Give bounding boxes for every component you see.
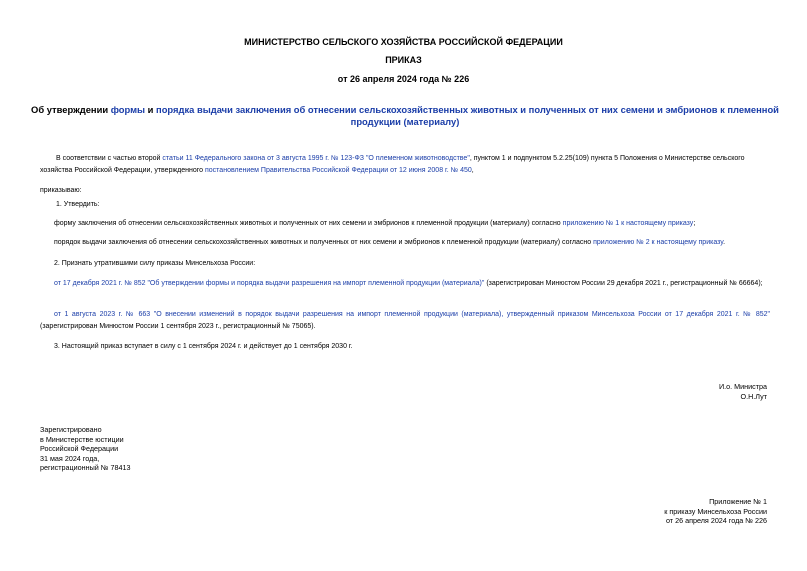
appendix-line-2: к приказу Минсельхоза России [664, 506, 767, 516]
preamble-text-3: , [471, 166, 474, 174]
item-2a-text: (зарегистрирован Минюстом России 29 декабря 2021 г., регистрационный № 66664); [484, 280, 763, 287]
title-prefix: Об утверждении [31, 104, 111, 115]
signature-block [719, 382, 767, 401]
order-date-number: от 26 апреля 2024 года № 226 [337, 74, 470, 84]
registration-line-2: в Министерстве юстиции [40, 434, 124, 444]
federal-law-link[interactable]: статьи 11 Федерального закона от 3 августа 1995 г. № 123-ФЗ "О племенном животноводстве" [162, 155, 470, 162]
order-852-link[interactable]: от 17 декабря 2021 г. № 852 "Об утверждении формы и порядка выдачи разрешения на импорт племенной продукции (материала)" [54, 280, 485, 287]
appendix-line-3: от 26 апреля 2024 года № 226 [665, 516, 767, 526]
item-1: 1. Утвердить: [56, 201, 100, 208]
item-3: 3. Настоящий приказ вступает в силу с 1 сентября 2024 г. и действует до 1 сентября 2030 г. [54, 343, 353, 350]
order-word: приказываю: [40, 187, 82, 194]
item-2b [40, 309, 770, 332]
order-title [30, 104, 780, 128]
item-1a-end: ; [693, 220, 696, 227]
procedure-link[interactable]: порядка выдачи заключения об отнесении сельскохозяйственных животных и полученных от них семени и эмбрионов к племенной продукции (материалу) [156, 104, 779, 127]
item-1a [54, 218, 774, 230]
form-link[interactable]: формы [110, 104, 146, 115]
appendix-block [664, 497, 767, 526]
registration-line-1: Зарегистрировано [40, 425, 102, 434]
signature-position: И.о. Министра [718, 382, 767, 391]
item-1b-text: порядок выдачи заключения об отнесении сельскохозяйственных животных и полученных от них семени и эмбрионов к племенной продукции (материалу) согласно [54, 239, 594, 246]
appendix-2-link[interactable]: приложению № 2 к настоящему приказу [593, 239, 724, 246]
preamble-paragraph [40, 153, 770, 176]
item-2b-text: (зарегистрирован Минюстом России 1 сентября 2023 г., регистрационный № 75065). [40, 322, 316, 330]
item-2: 2. Признать утратившими силу приказы Минсельхоза России: [54, 260, 256, 267]
appendix-1-link[interactable]: приложению № 1 к настоящему приказу [562, 220, 694, 227]
preamble-text-1: В соответствии с частью второй [56, 155, 163, 162]
item-2a [40, 278, 770, 290]
registration-line-5: регистрационный № 78413 [40, 463, 131, 473]
registration-block [40, 425, 130, 473]
item-1b [54, 237, 774, 249]
government-decree-link[interactable]: постановлением Правительства Российской Федерации от 12 июня 2008 г. № 450 [205, 166, 472, 174]
registration-line-3: Российской Федерации [40, 444, 119, 454]
signature-name: О.Н.Лут [740, 391, 767, 401]
appendix-line-1: Приложение № 1 [709, 497, 767, 506]
ministry-heading: МИНИСТЕРСТВО СЕЛЬСКОГО ХОЗЯЙСТВА РОССИЙСКОЙ ФЕДЕРАЦИИ [244, 37, 563, 47]
item-1b-end: . [723, 239, 726, 246]
doc-type-heading: ПРИКАЗ [385, 55, 422, 65]
order-663-link[interactable]: от 1 августа 2023 г. № 663 "О внесении изменений в порядок выдачи разрешения на импорт племенной продукции (материала), утвержденный приказом Минсельхоза России от 17 декабря 2021 г. № 852" [54, 311, 770, 318]
preamble-text-2: , пунктом 1 и подпунктом 5.2.25(109) пункта 5 Положения о Министерстве сельского хозяйства Российской Федерации, утвержденного [40, 155, 745, 174]
title-and: и [145, 104, 157, 115]
item-1a-text: форму заключения об отнесении сельскохозяйственных животных и полученных от них семени и эмбрионов к племенной продукции (материалу) согласно [54, 220, 563, 227]
registration-line-4: 31 мая 2024 года, [40, 453, 100, 463]
